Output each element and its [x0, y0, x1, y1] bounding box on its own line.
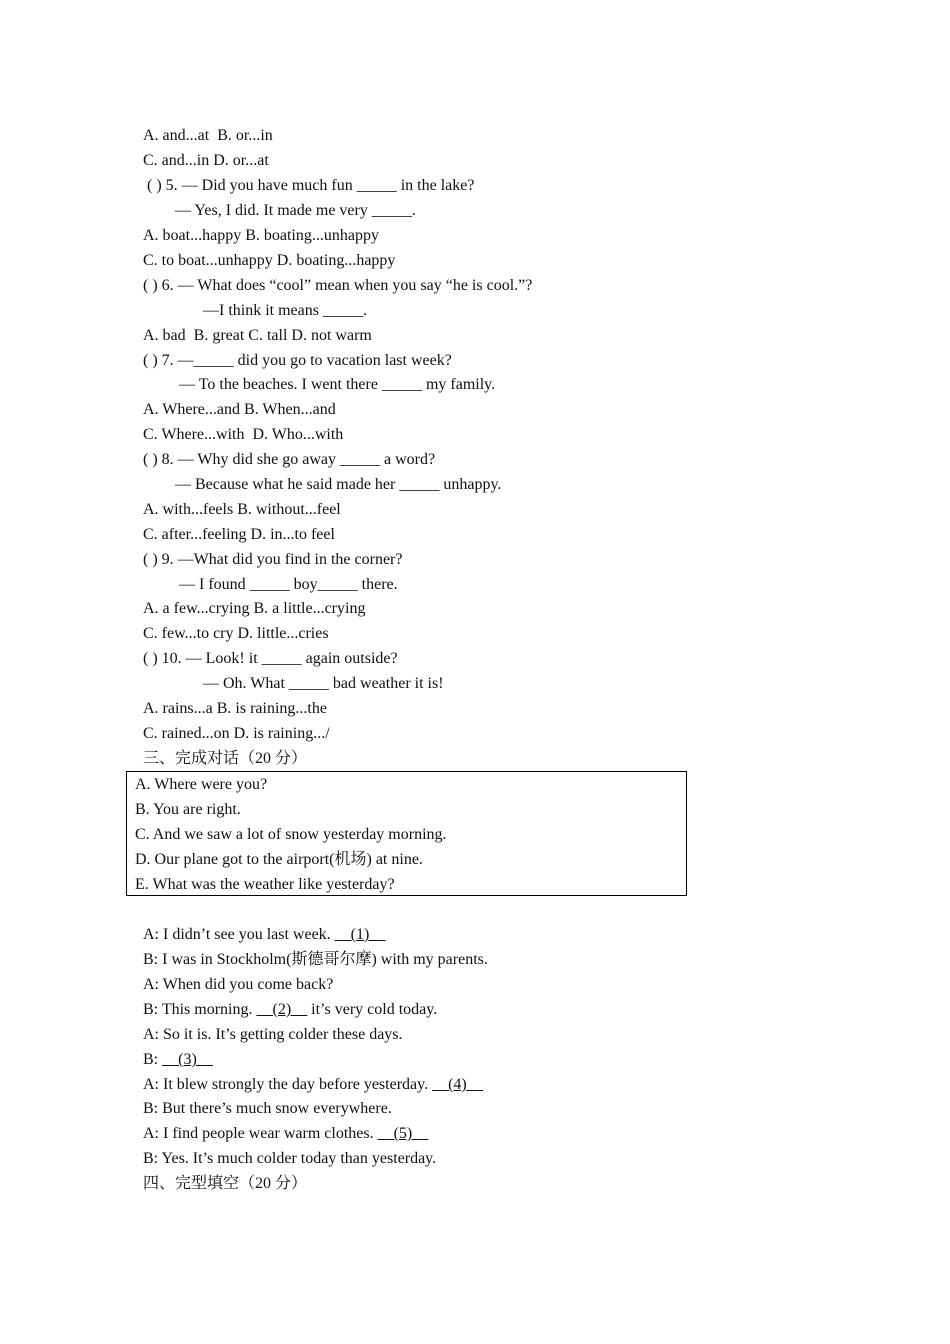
option-d: D. Our plane got to the airport(机场) at nine.: [135, 851, 423, 868]
dialogue-text: A: I didn’t see you last week.: [143, 926, 335, 943]
q7-options-ab: A. Where...and B. When...and: [143, 401, 336, 418]
q8-options-ab: A. with...feels B. without...feel: [143, 501, 341, 518]
q8-prompt: ( ) 8. — Why did she go away _____ a word?: [143, 451, 436, 468]
q5-options-ab: A. boat...happy B. boating...unhappy: [143, 227, 379, 244]
q10-options-ab: A. rains...a B. is raining...the: [143, 700, 327, 717]
q5-prompt: ( ) 5. — Did you have much fun _____ in the lake?: [143, 177, 475, 194]
dialogue-options-box: [126, 771, 687, 896]
section3-title: 三、完成对话（20 分）: [143, 750, 308, 767]
q4-options-cd: C. and...in D. or...at: [143, 152, 269, 169]
q6-prompt: ( ) 6. — What does “cool” mean when you say “he is cool.”?: [143, 277, 533, 294]
dialogue-text: B: I was in Stockholm(斯德哥尔摩) with my parents.: [143, 951, 488, 968]
blank-4: __(4)__: [432, 1076, 483, 1093]
q6-reply: —I think it means _____.: [143, 302, 367, 319]
q7-reply: — To the beaches. I went there _____ my family.: [143, 376, 496, 393]
q10-reply: — Oh. What _____ bad weather it is!: [143, 675, 444, 692]
q10-options-cd: C. rained...on D. is raining.../: [143, 725, 330, 742]
option-a: A. Where were you?: [135, 776, 268, 793]
option-b: B. You are right.: [135, 801, 241, 818]
q8-options-cd: C. after...feeling D. in...to feel: [143, 526, 335, 543]
dialogue-line: [143, 1025, 403, 1045]
dialogue-text: A: I find people wear warm clothes.: [143, 1125, 378, 1142]
dialogue-text: B: This morning.: [143, 1001, 257, 1018]
q7-options-cd: C. Where...with D. Who...with: [143, 426, 344, 443]
dialogue-line: [143, 1000, 437, 1020]
option-e: E. What was the weather like yesterday?: [135, 876, 395, 893]
q4-options-ab: A. and...at B. or...in: [143, 127, 273, 144]
dialogue-text: A: When did you come back?: [143, 976, 334, 993]
blank-3: __(3)__: [162, 1051, 213, 1068]
q9-reply: — I found _____ boy_____ there.: [143, 576, 398, 593]
q6-options: A. bad B. great C. tall D. not warm: [143, 327, 372, 344]
dialogue-text: A: So it is. It’s getting colder these days.: [143, 1026, 403, 1043]
dialogue-line: [143, 1099, 392, 1119]
option-c: C. And we saw a lot of snow yesterday morning.: [135, 826, 447, 843]
q8-reply: — Because what he said made her _____ unhappy.: [143, 476, 502, 493]
dialogue-line: [143, 975, 333, 995]
blank-1: __(1)__: [334, 926, 386, 943]
q5-reply: — Yes, I did. It made me very _____.: [143, 202, 416, 219]
dialogue-text: B:: [143, 1051, 163, 1068]
dialogue-text: B: But there’s much snow everywhere.: [143, 1100, 392, 1117]
dialogue-text: A: It blew strongly the day before yesterday.: [143, 1076, 433, 1093]
blank-5: __(5)__: [377, 1125, 429, 1142]
dialogue-line: [143, 1075, 483, 1095]
dialogue-line: [143, 1050, 213, 1070]
q9-options-cd: C. few...to cry D. little...cries: [143, 625, 329, 642]
dialogue-text: it’s very cold today.: [307, 1001, 438, 1018]
dialogue-line: [143, 1149, 436, 1169]
q10-prompt: ( ) 10. — Look! it _____ again outside?: [143, 650, 398, 667]
q7-prompt: ( ) 7. —_____ did you go to vacation last week?: [143, 352, 452, 369]
blank-2: __(2)__: [256, 1001, 308, 1018]
q9-options-ab: A. a few...crying B. a little...crying: [143, 600, 366, 617]
q9-prompt: ( ) 9. —What did you find in the corner?: [143, 551, 403, 568]
dialogue-line: [143, 1124, 428, 1144]
dialogue-text: B: Yes. It’s much colder today than yesterday.: [143, 1150, 437, 1167]
q5-options-cd: C. to boat...unhappy D. boating...happy: [143, 252, 396, 269]
dialogue-line: [143, 950, 488, 970]
section4-title: 四、完型填空（20 分）: [143, 1175, 308, 1192]
dialogue-line: [143, 925, 385, 945]
